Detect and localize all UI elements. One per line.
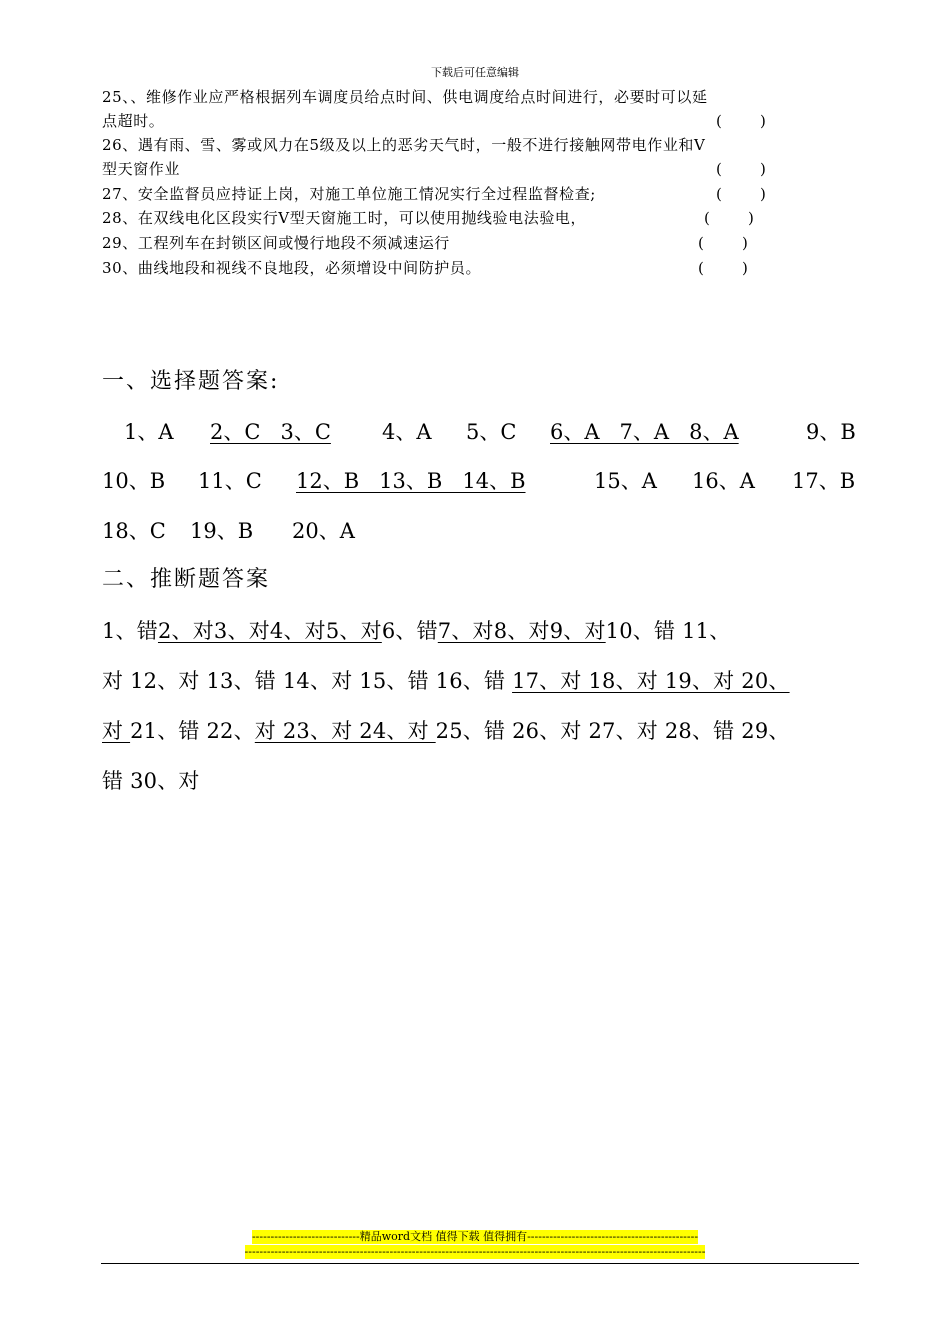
judge-answer-text: 25、错 26、对 27、对 28、错 29、 [435,719,790,743]
judge-answers-line-3 [102,716,862,746]
question-29-line1: 29、工程列车在封锁区间或慢行地段不须减速运行 [102,234,450,252]
answer-blank-27: ( ) [716,185,766,203]
answer-blank-26: ( ) [716,160,766,178]
question-29 [102,231,862,255]
judge-answer-text: 对 12、对 13、错 14、对 15、错 16、错 [102,669,513,693]
judge-answers-line-4 [102,766,862,796]
choice-answer-18: 18、C [102,519,166,543]
footer-banner-line-2 [0,1245,950,1263]
judge-answer-text: 1、错 [102,619,158,643]
answer-blank-29: ( ) [698,234,748,252]
choice-answer-10: 10、B [102,469,166,493]
question-28-line1: 28、在双线电化区段实行V型天窗施工时，可以使用抛线验电法验电， [102,209,587,227]
answer-blank-25: ( ) [716,112,766,130]
question-28 [102,206,862,230]
judge-answer-text: 错 30、对 [102,769,200,793]
footer-banner-line-1 [0,1230,950,1244]
answer-blank-30: ( ) [698,259,748,277]
footer-banner-dashes: ---------------------------------------------------------------------------------------------------------------------------- [244,1245,706,1258]
choice-answer-group-2-3: 2、C 3、C [210,420,331,444]
choice-answer-4: 4、A [382,420,432,444]
choice-answer-9: 9、B [806,420,856,444]
choice-answer-17: 17、B [792,469,856,493]
question-30-line1: 30、曲线地段和视线不良地段，必须增设中间防护员。 [102,259,482,277]
judge-answers-heading: 二、推断题答案 [102,567,271,592]
question-27 [102,182,862,206]
question-25-line2: 点超时。 [102,112,165,130]
judge-answers-line-1 [102,616,862,646]
choice-answer-20: 20、A [292,519,355,543]
choice-answer-1: 1、A [124,420,174,444]
judge-answer-text: 21、错 22、 [130,719,255,743]
judge-answer-underlined: 2、对3、对4、对5、对 [157,619,382,643]
choice-answer-group-6-8: 6、A 7、A 8、A [550,420,739,444]
question-30 [102,256,862,280]
answer-blank-28: ( ) [704,209,754,227]
judge-answers-line-2 [102,666,862,696]
question-25 [102,85,862,133]
question-26-line1: 26、遇有雨、雪、雾或风力在5级及以上的恶劣天气时，一般不进行接触网带电作业和V [102,136,706,154]
choice-answer-15: 15、A [594,469,657,493]
choice-answer-11: 11、C [198,469,262,493]
judge-answer-underlined: 对 23、对 24、对 [254,719,436,743]
footer-divider [101,1263,859,1264]
question-27-line1: 27、安全监督员应持证上岗，对施工单位施工情况实行全过程监督检查; [102,185,596,203]
choice-answer-19: 19、B [190,519,254,543]
judge-answer-text: 10、错 11、 [605,619,731,643]
question-26 [102,133,862,181]
question-26-line2: 型天窗作业 [102,160,181,178]
choice-answer-5: 5、C [466,420,517,444]
choice-answer-group-12-14: 12、B 13、B 14、B [296,469,526,493]
judge-answer-text: 6、错 [381,619,438,643]
judge-answer-underlined: 7、对8、对9、对 [437,619,606,643]
footer-banner-text: -----------------------------精品word文档 值得下载 值得拥有---------------------------------------------- [251,1230,699,1243]
choice-answer-16: 16、A [692,469,755,493]
question-25-line1: 25、、维修作业应严格根据列车调度员给点时间、供电调度给点时间进行，必要时可以延 [102,88,708,106]
page-header-note: 下载后可任意编辑 [431,66,519,79]
choice-answers-heading: 一、选择题答案: [102,369,280,394]
judge-answer-underlined: 17、对 18、对 19、对 20、 [512,669,790,693]
judge-answer-underlined: 对 [102,719,131,743]
